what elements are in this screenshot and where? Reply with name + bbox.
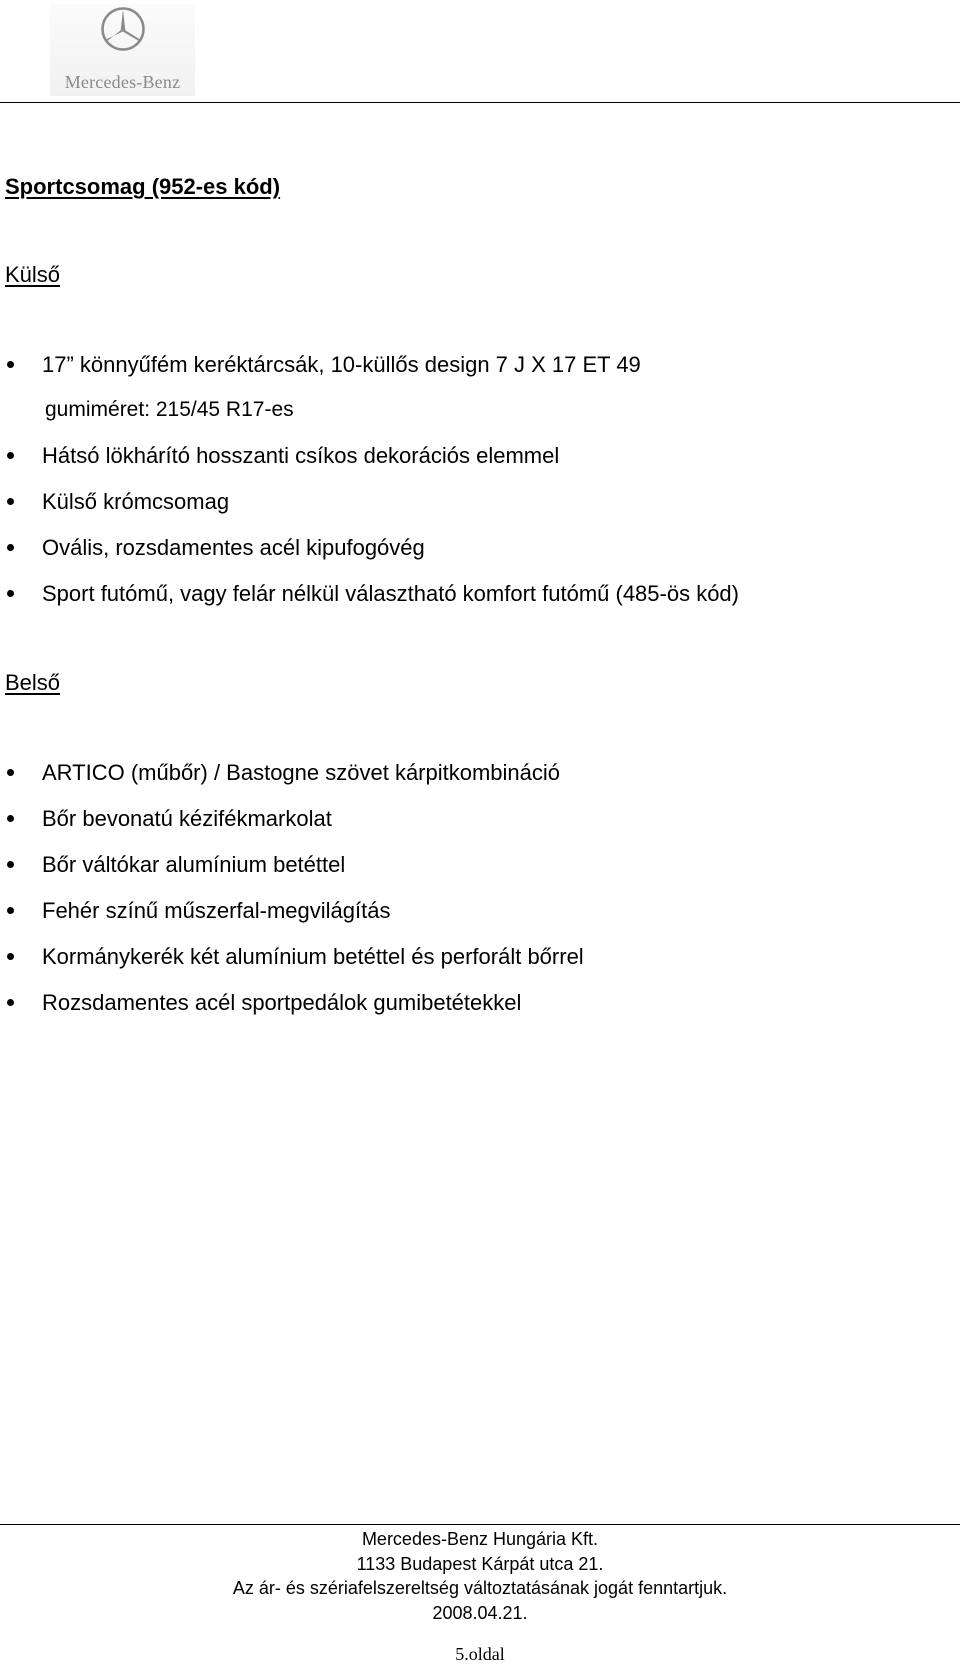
list-item-text: Ovális, rozsdamentes acél kipufogóvég bbox=[42, 535, 425, 560]
footer-date: 2008.04.21. bbox=[432, 1603, 528, 1623]
exterior-heading: Külső bbox=[5, 262, 61, 287]
list-item-text: Hátsó lökhárító hosszanti csíkos dekorációs elemmel bbox=[42, 443, 560, 468]
list-item bbox=[0, 488, 960, 516]
list-item bbox=[0, 897, 960, 925]
interior-heading: Belső bbox=[5, 670, 61, 695]
footer-disclaimer: Az ár- és szériafelszereltség változtatásának jogát fenntartjuk. bbox=[232, 1578, 728, 1598]
bullet-icon bbox=[7, 769, 14, 776]
list-item-text: Sport futómű, vagy felár nélkül választható komfort futómű (485-ös kód) bbox=[42, 581, 739, 606]
bullet-icon bbox=[7, 590, 14, 597]
footer-address: 1133 Budapest Kárpát utca 21. bbox=[356, 1554, 604, 1574]
list-item bbox=[0, 759, 960, 787]
tire-size-note: gumiméret: 215/45 R17-es bbox=[45, 398, 294, 421]
bullet-icon bbox=[7, 907, 14, 914]
list-item bbox=[0, 943, 960, 971]
footer-divider bbox=[0, 1524, 960, 1525]
list-item bbox=[0, 442, 960, 470]
list-item-text: 17” könnyűfém keréktárcsák, 10-küllős design 7 J X 17 ET 49 bbox=[42, 352, 641, 377]
page-number: 5.oldal bbox=[455, 1644, 505, 1664]
logo-text: Mercedes-Benz bbox=[64, 72, 181, 92]
header-divider bbox=[0, 102, 960, 103]
bullet-icon bbox=[7, 953, 14, 960]
bullet-icon bbox=[7, 452, 14, 459]
brand-logo bbox=[50, 4, 195, 96]
list-item-text: Külső krómcsomag bbox=[42, 489, 230, 514]
bullet-icon bbox=[7, 498, 14, 505]
list-item bbox=[0, 534, 960, 562]
bullet-icon bbox=[7, 861, 14, 868]
bullet-icon bbox=[7, 815, 14, 822]
page-title: Sportcsomag (952-es kód) bbox=[5, 174, 281, 199]
list-item-text: ARTICO (műbőr) / Bastogne szövet kárpitkombináció bbox=[42, 760, 561, 785]
list-item-text: Bőr bevonatú kézifékmarkolat bbox=[42, 806, 332, 831]
list-item bbox=[0, 851, 960, 879]
list-item-text: Bőr váltókar alumínium betéttel bbox=[42, 852, 346, 877]
list-item-text: Kormánykerék két alumínium betéttel és perforált bőrrel bbox=[42, 944, 584, 969]
bullet-icon bbox=[7, 361, 14, 368]
list-item bbox=[0, 351, 960, 379]
list-item-text: Rozsdamentes acél sportpedálok gumibetétekkel bbox=[42, 990, 522, 1015]
list-item bbox=[0, 805, 960, 833]
footer-company: Mercedes-Benz Hungária Kft. bbox=[361, 1529, 599, 1549]
bullet-icon bbox=[7, 544, 14, 551]
bullet-icon bbox=[7, 999, 14, 1006]
mercedes-star-icon bbox=[100, 6, 146, 52]
list-item bbox=[0, 580, 960, 608]
list-item bbox=[0, 989, 960, 1017]
list-item-text: Fehér színű műszerfal-megvilágítás bbox=[42, 898, 391, 923]
